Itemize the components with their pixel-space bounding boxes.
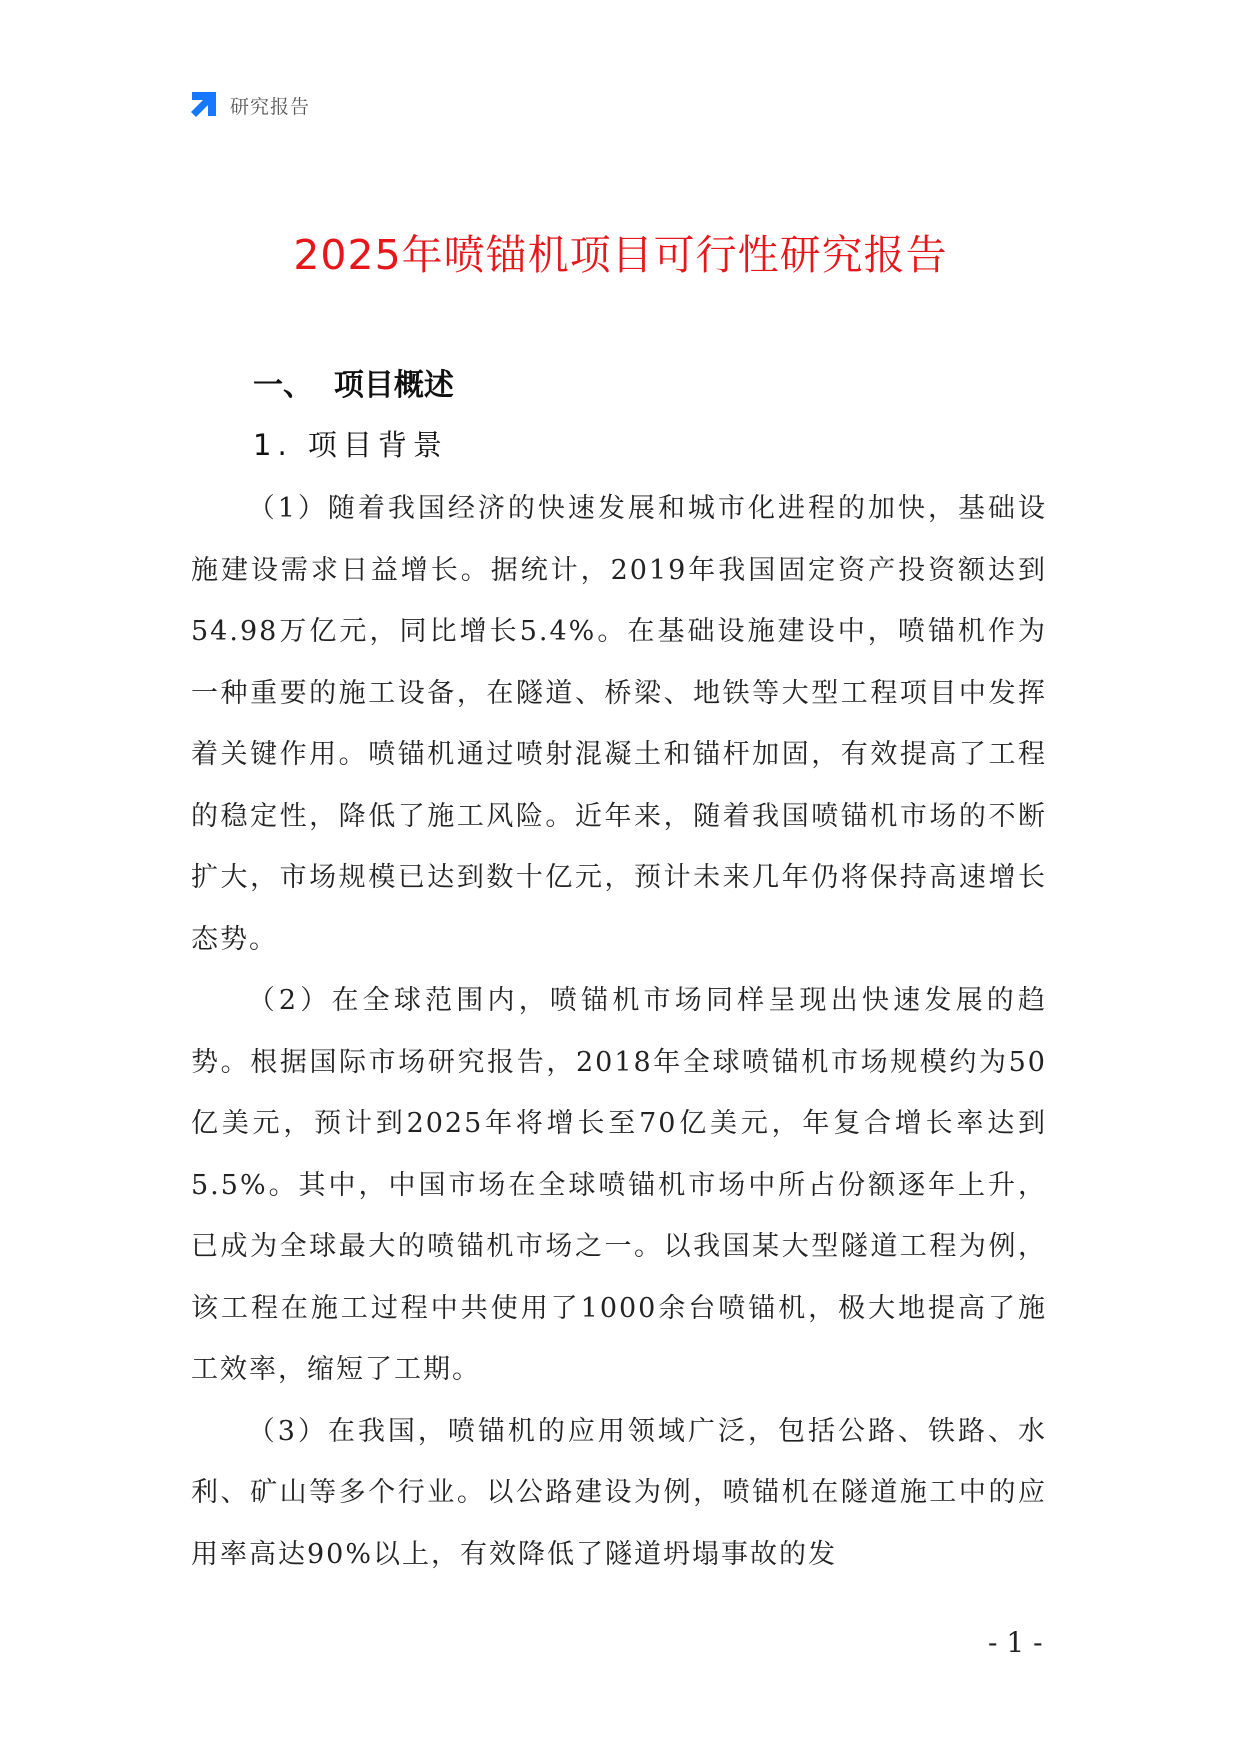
section-heading: 一、 项目概述 — [253, 368, 454, 403]
paragraph: （2）在全球范围内，喷锚机市场同样呈现出快速发展的趋势。根据国际市场研究报告，2018年全球喷锚机市场规模约为50亿美元，预计到2025年将增长至70亿美元，年复合增长率达到5.5%。其中，中国市场在全球喷锚机市场中所占份额逐年上升，已成为全球最大的喷锚机市场之一。以我国某大型隧道工程为例，该工程在施工过程中共使用了1000余台喷锚机，极大地提高了施工效率，缩短了工期。 — [191, 985, 1047, 1385]
body-text — [191, 478, 1047, 1585]
document-title: 2025年喷锚机项目可行性研究报告 — [293, 231, 948, 279]
header — [188, 88, 310, 122]
sub-heading: 1. 项目背景 — [253, 428, 448, 462]
paragraph: （1）随着我国经济的快速发展和城市化进程的加快，基础设施建设需求日益增长。据统计，2019年我国固定资产投资额达到54.98万亿元，同比增长5.4%。在基础设施建设中，喷锚机作为一种重要的施工设备，在隧道、桥梁、地铁等大型工程项目中发挥着关键作用。喷锚机通过喷射混凝土和锚杆加固，有效提高了工程的稳定性，降低了施工风险。近年来，随着我国喷锚机市场的不断扩大，市场规模已达到数十亿元，预计未来几年仍将保持高速增长态势。 — [191, 493, 1047, 955]
arrow-up-right-icon — [188, 90, 218, 120]
paragraph: （3）在我国，喷锚机的应用领域广泛，包括公路、铁路、水利、矿山等多个行业。以公路建设为例，喷锚机在隧道施工中的应用率高达90%以上，有效降低了隧道坍塌事故的发 — [191, 1415, 1047, 1570]
header-label: 研究报告 — [230, 95, 311, 118]
page-number: - 1 - — [988, 1626, 1043, 1659]
